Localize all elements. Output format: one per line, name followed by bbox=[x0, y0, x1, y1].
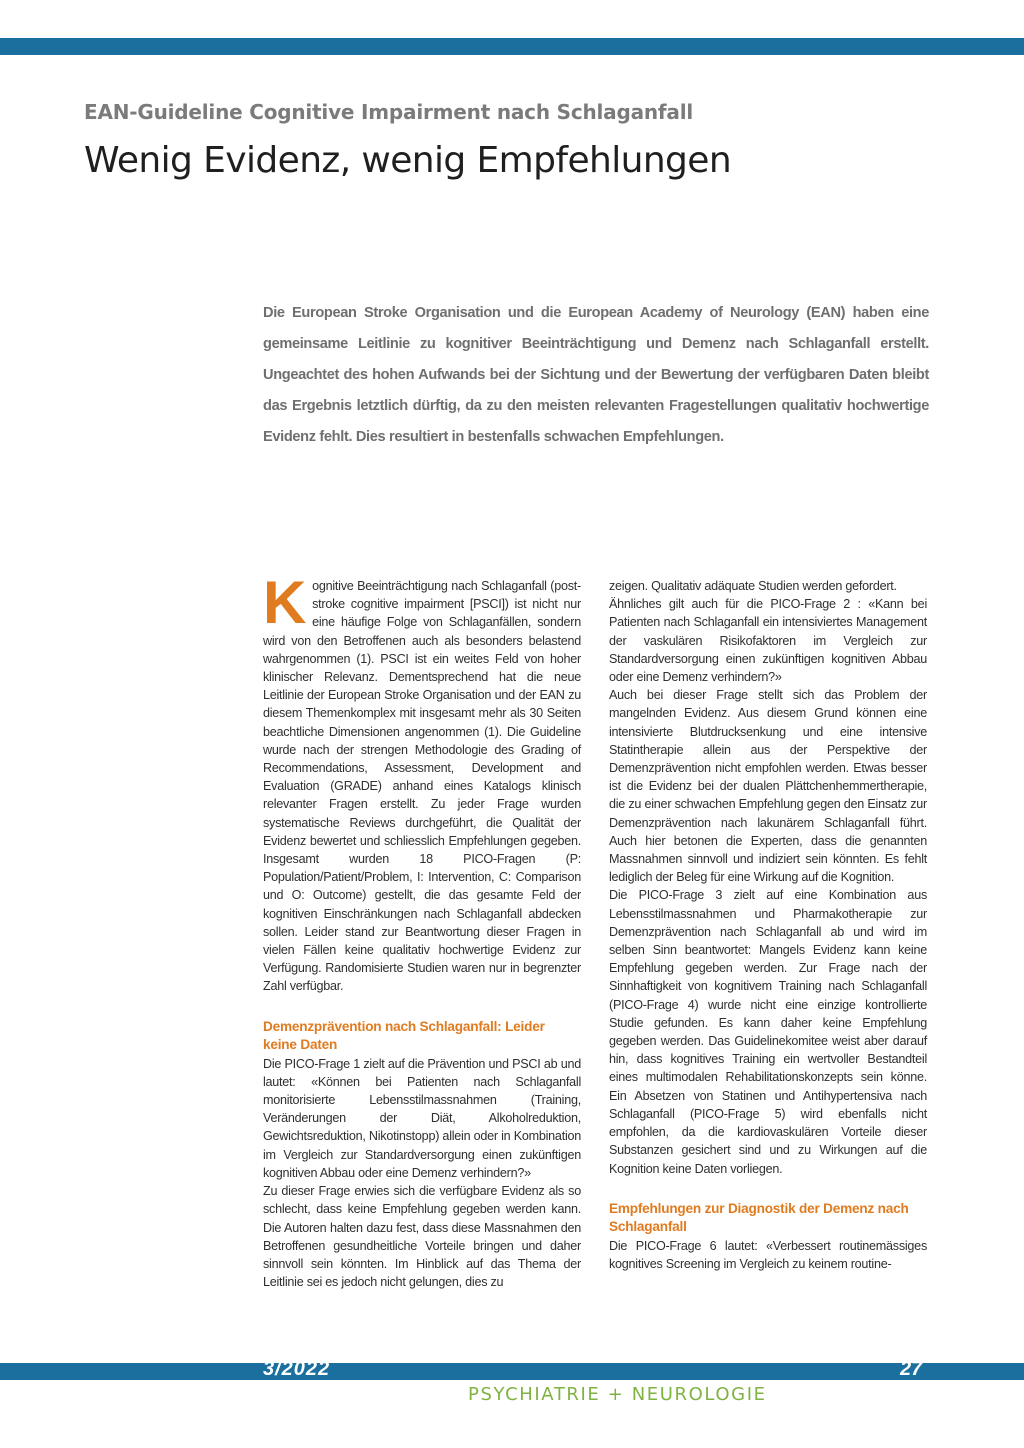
body-paragraph: Die PICO-Frage 3 zielt auf eine Kombination aus Lebensstilmassnahmen und Pharmakotherapie zur Demenzprävention nach Schlaganfall ab und wird im selben Sinn beantwortet: Mangels Evidenz kann keine Empfehlung gegeben werden. Zur Frage nach der Sinnhaftigkeit von kognitivem Training nach Schlaganfall (PICO-Frage 4) wurde nicht eine einzige kontrollierte Studie gefunden. Es kann daher keine Empfehlung gegeben werden. Das Guidelinekomitee weist aber darauf hin, dass kognitives Training ein wertvoller Bestandteil eines multimodalen Rehabilitationskonzepts sein könne. Ein Absetzen von Statinen und Antihypertensiva nach Schlaganfall (PICO-Frage 5) wird ebenfalls nicht empfohlen, da die kardiovaskulären Vorteile dieser Substanzen gesichert sind und zu Wirkungen auf die Kognition keine Daten vorliegen. bbox=[609, 888, 927, 1176]
body-paragraph: Ähnliches gilt auch für die PICO-Frage 2 : «Kann bei Patienten nach Schlaganfall ein intensiviertes Management der vaskulären Risikofaktoren im Vergleich zur Standardversorgung einen zukünftigen kognitiven Abbau oder eine Demenz verhindern?» bbox=[609, 597, 927, 685]
body-paragraph: Die PICO-Frage 6 lautet: «Verbessert routinemässiges kognitives Screening im Vergleich zu keinem routine- bbox=[609, 1238, 927, 1271]
body-column-left bbox=[263, 569, 581, 1291]
bottom-color-bar bbox=[0, 1363, 1024, 1380]
body-paragraph: Zu dieser Frage erwies sich die verfügbare Evidenz als so schlecht, dass keine Empfehlung gegeben werden kann. Die Autoren halten dazu fest, dass diese Massnahmen den Betroffenen gesundheitliche Vorteile bringen und daher sinnvoll sein könnten. Im Hinblick auf das Thema der Leitlinie sei es jedoch nicht gelungen, dies zu bbox=[263, 1184, 581, 1290]
article-kicker: EAN-Guideline Cognitive Impairment nach Schlaganfall bbox=[84, 100, 694, 124]
body-paragraph-text: ognitive Beeinträchtigung nach Schlaganfall (post-stroke cognitive impairment [PSCI]) ist nicht nur eine häufige Folge von Schlaganfällen, sondern wird von den Betroffenen auch als besonders belastend wahrgenommen (1). PSCI ist ein weites Feld von hoher klinischer Relevanz. Dementsprechend hat die neue Leitlinie der European Stroke Organisation und der EAN zu diesem Themenkomplex mit insgesamt mehr als 30 Seiten beachtliche Dimensionen angenommen (1). Die Guideline wurde nach der strengen Methodologie des Grading of Recommendations, Assessment, Development and Evaluation (GRADE) anhand eines Katalogs klinisch relevanter Fragen erstellt. Zu jeder Frage wurden systematische Reviews durchgeführt, die Qualität der Evidenz bewertet und schliesslich Empfehlungen gegeben. Insgesamt wurden 18 PICO-Fragen (P: Population/Patient/Problem, I: Intervention, C: Comparison und O: Outcome) gestellt, die das gesamte Feld der kognitiven Einschränkungen nach Schlaganfall abdecken sollen. Leider stand zur Beantwortung dieser Fragen in vielen Fällen keine qualitativ hochwertige Evidenz zur Verfügung. Randomisierte Studien waren nur in begrenzter Zahl verfügbar. bbox=[263, 579, 581, 994]
body-paragraph: zeigen. Qualitativ adäquate Studien werden gefordert. bbox=[609, 579, 897, 593]
body-paragraph: Die PICO-Frage 1 zielt auf die Prävention und PSCI ab und lautet: «Können bei Patienten nach Schlaganfall monitorisierte Lebensstilmassnahmen (Training, Veränderungen der Diät, Alkoholreduktion, Gewichtsreduktion, Nikotinstopp) allein oder in Kombination im Vergleich zur Standardversorgung einen zukünftigen kognitiven Abbau oder eine Demenz verhindern?» bbox=[263, 1056, 581, 1180]
body-paragraph: Auch bei dieser Frage stellt sich das Problem der mangelnden Evidenz. Aus diesem Grund können eine intensivierte Blutdrucksenkung und eine intensive Statintherapie allein aus der Perspektive der Demenzprävention nicht empfohlen werden. Etwas besser ist die Evidenz bei der dualen Plättchenhemmertherapie, die zu einer schwachen Empfehlung gegen den Einsatz zur Demenzprävention nach lakunärem Schlaganfall führt. Auch hier betonen die Experten, dass die genannten Massnahmen sinnvoll und indiziert sein könnten. Es fehlt lediglich der Beleg für eine Wirkung auf die Kognition. bbox=[609, 688, 927, 885]
top-color-bar bbox=[0, 38, 1024, 55]
section-heading: Empfehlungen zur Diagnostik der Demenz nach Schlaganfall bbox=[609, 1200, 909, 1235]
section-heading: Demenzprävention nach Schlaganfall: Leider keine Daten bbox=[263, 1018, 545, 1053]
drop-cap: K bbox=[263, 569, 307, 636]
article-lead: Die European Stroke Organisation und die European Academy of Neurology (EAN) haben eine gemeinsame Leitlinie zu kognitiver Beeinträchtigung und Demenz nach Schlaganfall erstellt. Ungeachtet des hohen Aufwands bei der Sichtung und der Bewertung der verfügbaren Daten bleibt das Ergebnis letztlich dürftig, da zu den meisten relevanten Fragestellungen qualitativ hochwertige Evidenz fehlt. Dies resultiert in bestenfalls schwachen Empfehlungen. bbox=[263, 305, 929, 445]
body-paragraph bbox=[263, 569, 581, 996]
issue-number: 3/2022 bbox=[263, 1358, 331, 1380]
page-number: 27 bbox=[900, 1358, 923, 1380]
body-column-right bbox=[609, 577, 927, 1273]
journal-name: PSYCHIATRIE + NEUROLOGIE bbox=[468, 1384, 767, 1405]
article-headline: Wenig Evidenz, wenig Empfehlungen bbox=[84, 140, 732, 181]
